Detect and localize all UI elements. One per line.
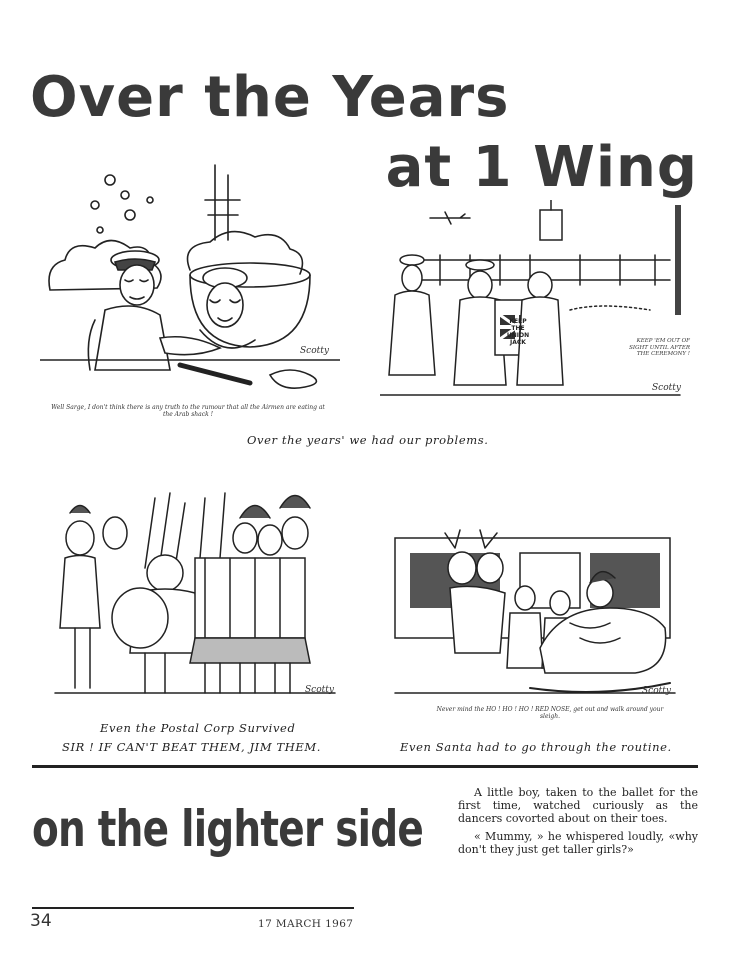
joke-paragraph-1: A little boy, taken to the ballet for the first time, watched curiously as the dancers covorted about on their toes. xyxy=(458,786,698,825)
page-number: 34 xyxy=(30,911,52,931)
cartoon-2-signature: Scotty xyxy=(652,383,681,393)
cartoon-santa-sleigh-illustration xyxy=(390,528,680,708)
cartoon-cookhouse-illustration xyxy=(40,160,340,400)
issue-date: 17 MARCH 1967 xyxy=(258,918,354,930)
cartoon-4-signature: Scotty xyxy=(642,686,671,696)
lighter-side-joke xyxy=(458,786,698,861)
section-divider xyxy=(32,765,698,768)
row-1-caption: Over the years' we had our problems. xyxy=(247,433,489,447)
pipers-caption-line-1: Even the Postal Corp Survived xyxy=(100,721,296,735)
joke-paragraph-2: « Mummy, » he whispered loudly, «why don't they just get taller girls?» xyxy=(458,830,698,856)
cartoon-pipers-illustration xyxy=(45,478,345,703)
pipers-caption-line-2: SIR ! IF CAN'T BEAT THEM, JIM THEM. xyxy=(62,740,321,754)
union-jack-sign-text: KEEP THE UNION JACK xyxy=(506,318,530,346)
cartoon-1-caption: Well Sarge, I don't think there is any truth to the rumour that all the Airmen are eating at the Arab shack ! xyxy=(51,404,325,418)
lighter-side-heading: on the lighter side xyxy=(32,800,424,858)
page-title-line-1: Over the Years xyxy=(30,65,510,130)
cartoon-union-jack-illustration xyxy=(380,200,690,410)
cartoon-3-signature: Scotty xyxy=(305,685,334,695)
cartoon-2-caption: KEEP 'EM OUT OF SIGHT UNTIL AFTER THE CEREMONY ! xyxy=(629,338,690,357)
page-title-line-2: at 1 Wing xyxy=(385,135,698,200)
cartoon-1-signature: Scotty xyxy=(300,346,329,356)
footer-rule xyxy=(32,907,354,909)
cartoon-4-caption: Never mind the HO ! HO ! HO ! RED NOSE, get out and walk around your sleigh. xyxy=(436,706,664,720)
santa-caption: Even Santa had to go through the routine. xyxy=(400,740,672,754)
